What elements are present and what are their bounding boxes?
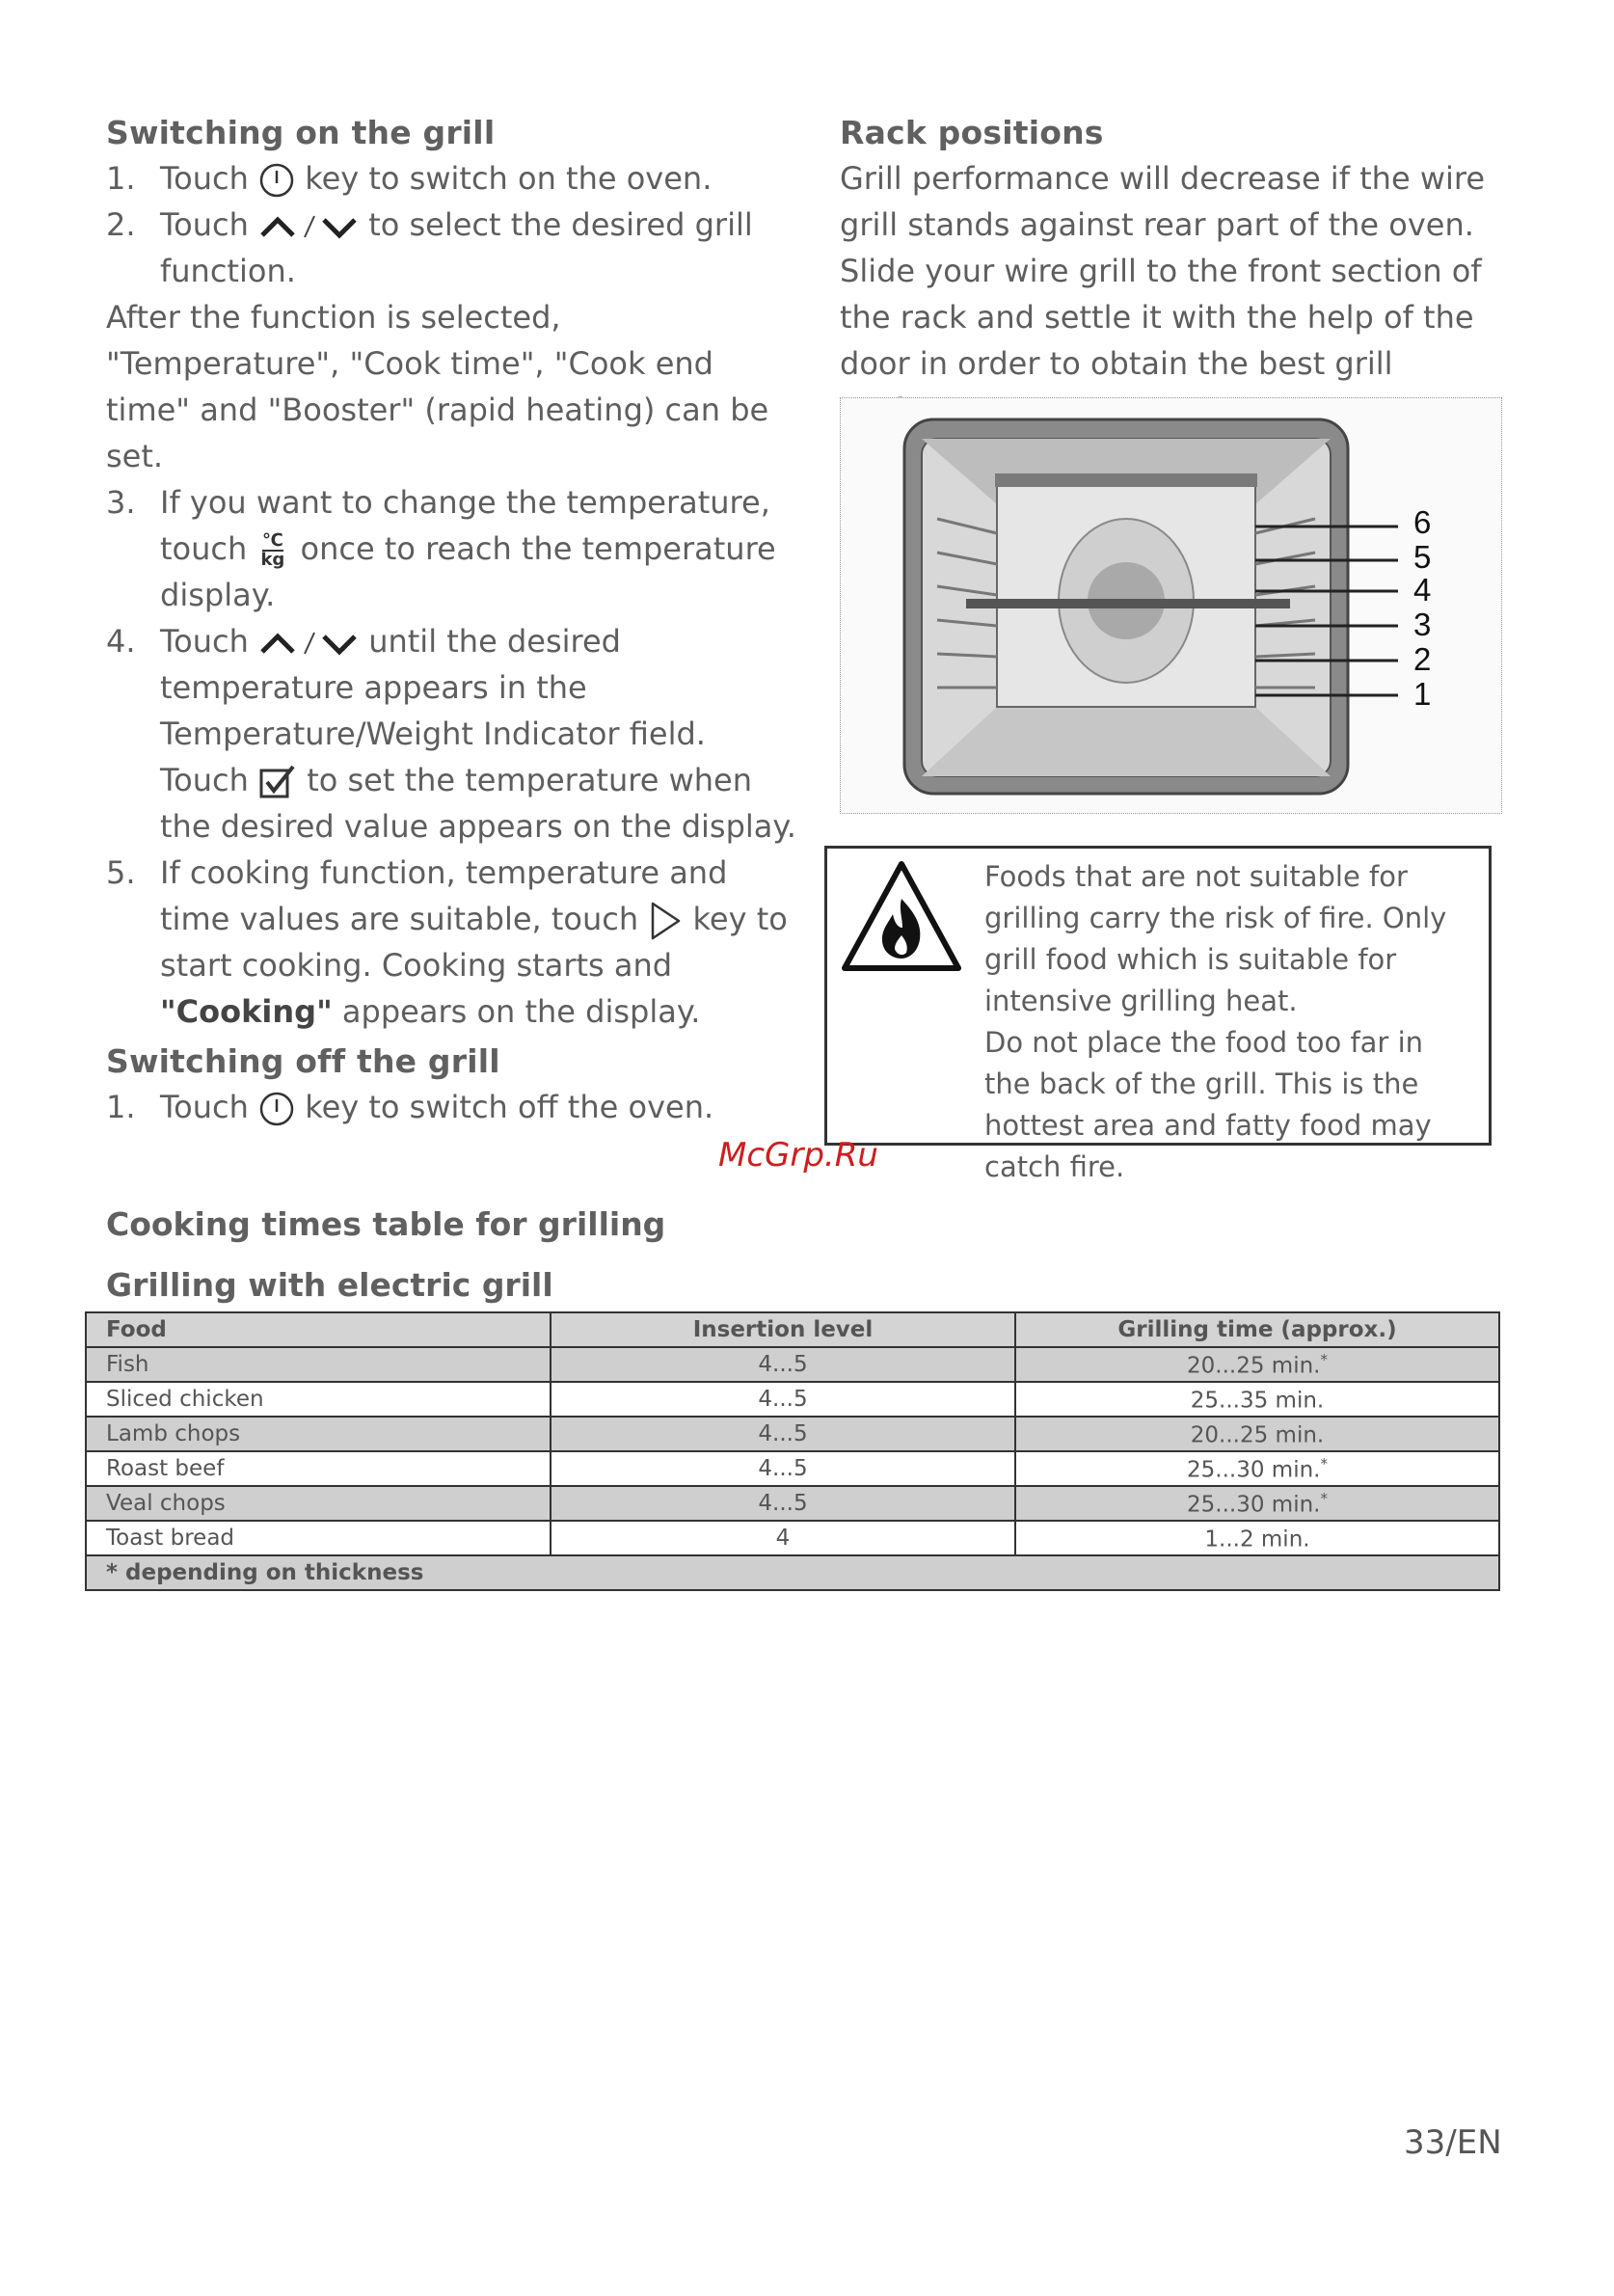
table-footnote-row: * depending on thickness bbox=[86, 1555, 1499, 1590]
step-3: 3. If you want to change the temperature, touch ℃ kg once to reach the temperature display. bbox=[106, 484, 776, 613]
right-column bbox=[840, 114, 1515, 433]
table-section-title: Cooking times table for grilling bbox=[106, 1205, 666, 1243]
power-icon bbox=[258, 162, 295, 199]
header-insertion-level: Insertion level bbox=[551, 1312, 1015, 1347]
step-4: 4. Touch until the desired temperature appears in the Temperature/Weight Indicator field. Touch to set the temperature when the desired value appears on the display. bbox=[106, 623, 796, 845]
header-grilling-time: Grilling time (approx.) bbox=[1015, 1312, 1499, 1347]
step-2: 2. Touch to select the desired grill function. bbox=[106, 206, 753, 289]
table-row: Toast bread 4 1...2 min. bbox=[86, 1521, 1499, 1555]
fire-warning-box bbox=[824, 846, 1492, 1183]
watermark: McGrp.Ru bbox=[718, 1136, 878, 1175]
warning-text: Foods that are not suitable for grilling carry the risk of fire. Only grill food which is suitable for intensive grilling heat. Do not place the food too far in the back of the grill. This is the hottest area and fatty food may catch fire. bbox=[984, 860, 1447, 1183]
rack-label-2: 2 bbox=[1413, 641, 1432, 677]
heading-switching-off: Switching off the grill bbox=[106, 1042, 500, 1080]
step-1: 1. Touch key to switch on the oven. bbox=[106, 160, 713, 197]
table-section-subtitle: Grilling with electric grill bbox=[106, 1266, 553, 1304]
oven-rack-diagram bbox=[840, 397, 1502, 814]
up-down-arrows-icon bbox=[258, 629, 359, 658]
rack-paragraph-1: Grill performance will decrease if the wire grill stands against rear part of the oven. bbox=[840, 160, 1486, 243]
rack-label-5: 5 bbox=[1413, 539, 1432, 575]
rack-paragraph-2: Slide your wire grill to the front section of the rack and settle it with the help of the door in order to obtain the best grill bbox=[840, 253, 1482, 382]
up-down-arrows-icon bbox=[258, 212, 359, 241]
table-row: Lamb chops 4...5 20...25 min. bbox=[86, 1417, 1499, 1451]
heading-switching-on: Switching on the grill bbox=[106, 114, 496, 151]
temperature-weight-icon: ℃ kg bbox=[260, 530, 285, 570]
step-5: 5. If cooking function, temperature and time values are suitable, touch key to start cooking. Cooking starts and "Cooking" appears on the display. bbox=[106, 854, 788, 1030]
page-number: 33/EN bbox=[1404, 2123, 1502, 2162]
grilling-times-table bbox=[85, 1311, 1500, 1591]
rack-label-6: 6 bbox=[1413, 504, 1432, 540]
rack-label-4: 4 bbox=[1413, 572, 1432, 608]
rack-label-1: 1 bbox=[1413, 676, 1432, 712]
oven-illustration bbox=[841, 398, 1501, 813]
confirm-check-icon bbox=[258, 764, 297, 800]
header-food: Food bbox=[86, 1312, 551, 1347]
table-row: Fish 4...5 20...25 min.* bbox=[86, 1347, 1499, 1382]
table-row: Sliced chicken 4...5 25...35 min. bbox=[86, 1382, 1499, 1417]
heading-rack-positions: Rack positions bbox=[840, 114, 1104, 151]
fire-warning-icon bbox=[839, 858, 964, 976]
power-icon bbox=[258, 1091, 295, 1127]
table-row: Roast beef 4...5 25...30 min.* bbox=[86, 1451, 1499, 1486]
table-row: Veal chops 4...5 25...30 min.* bbox=[86, 1486, 1499, 1521]
off-step-1: 1. Touch key to switch off the oven. bbox=[106, 1089, 714, 1125]
start-play-icon bbox=[648, 901, 683, 941]
left-column bbox=[106, 114, 800, 1130]
table-header-row bbox=[86, 1312, 1499, 1347]
rack-label-3: 3 bbox=[1413, 607, 1432, 642]
paragraph-after-function: After the function is selected, "Temperature", "Cook time", "Cook end time" and "Booster" (rapid heating) can be set. bbox=[106, 299, 769, 474]
